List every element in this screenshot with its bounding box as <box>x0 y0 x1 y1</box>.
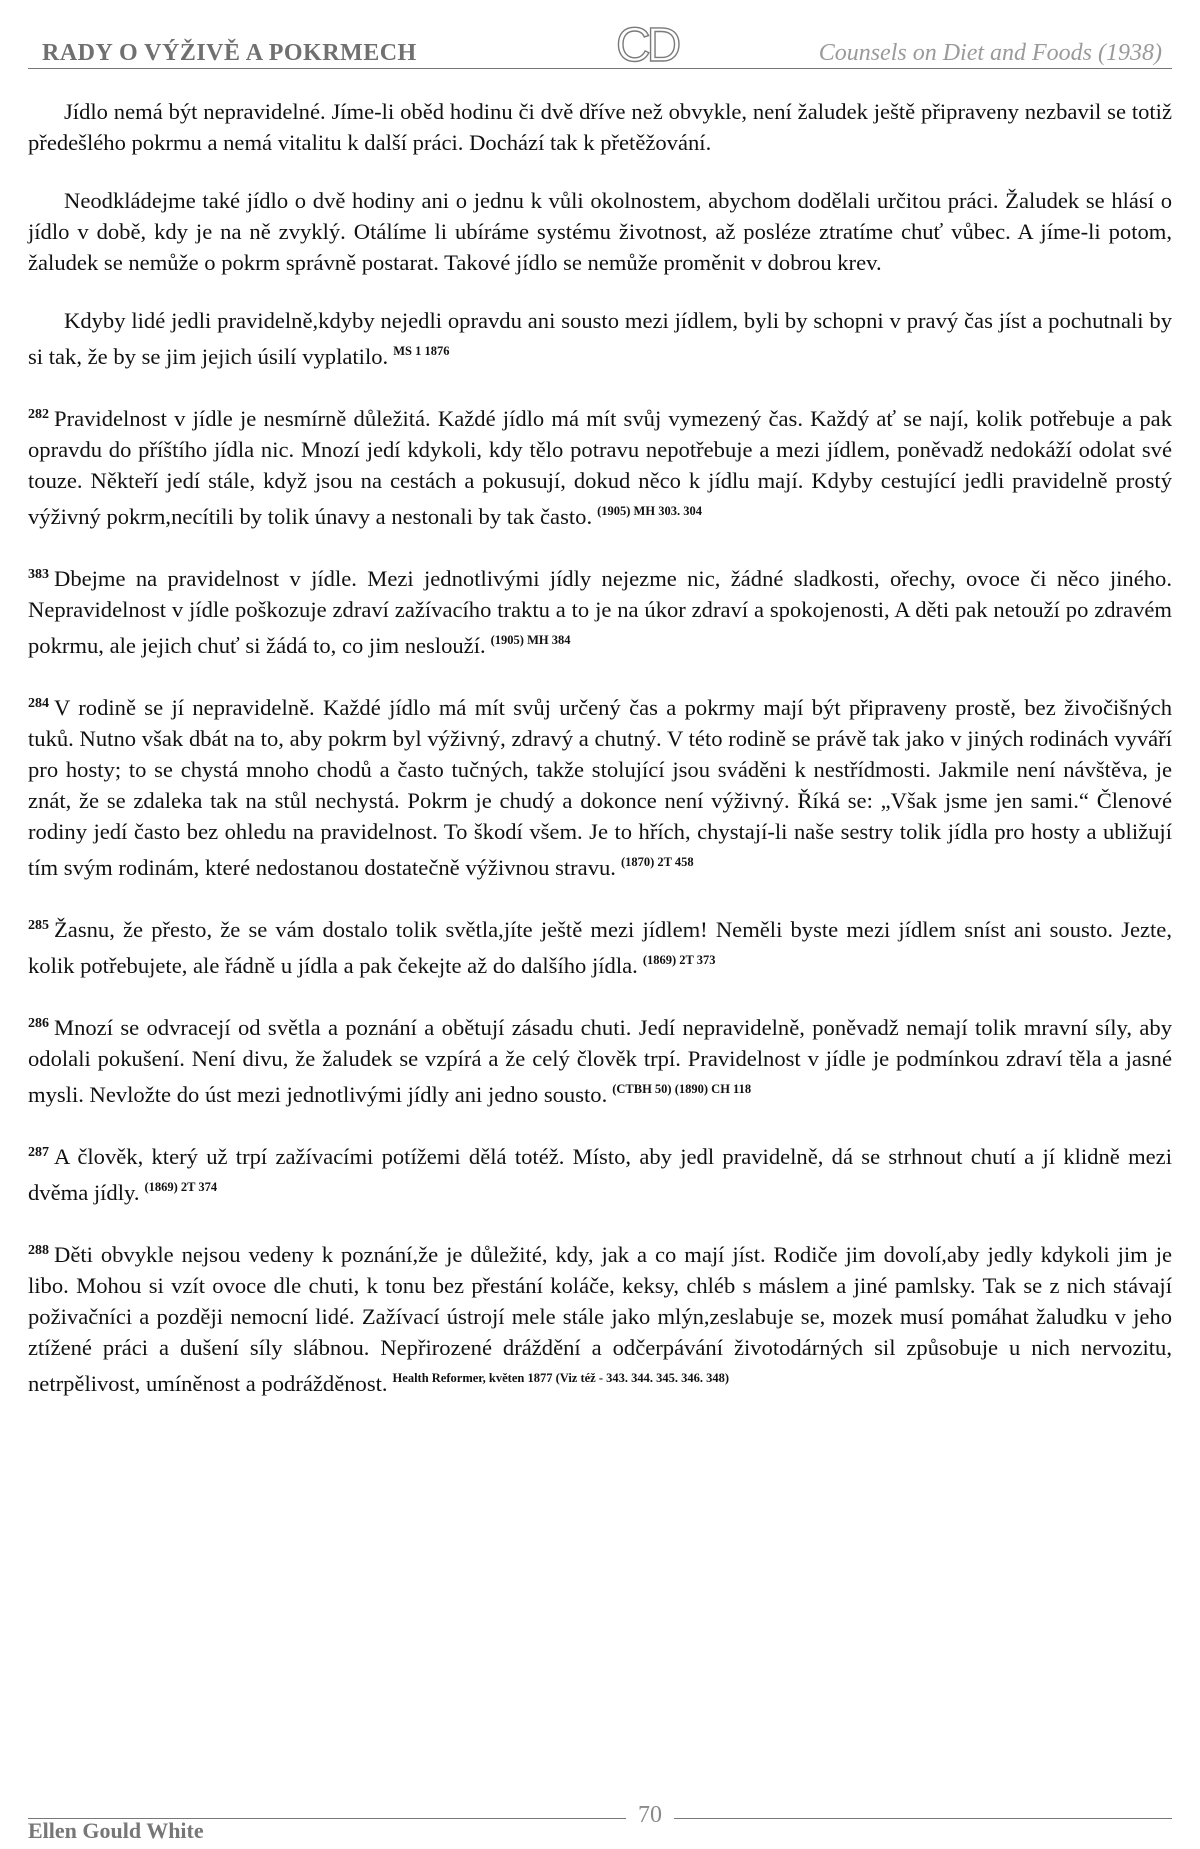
paragraph-1 <box>28 96 1172 158</box>
footer-author: Ellen Gould White <box>28 1818 204 1843</box>
source-reference: MS 1 1876 <box>393 344 450 358</box>
footer-divider-right <box>674 1818 1172 1819</box>
paragraph-383 <box>28 559 1172 661</box>
source-reference: (1869) 2T 374 <box>144 1180 218 1194</box>
source-reference: (1869) 2T 373 <box>642 953 716 967</box>
page-body <box>28 96 1172 1426</box>
paragraph-text: Dbejme na pravidelnost v jídle. Mezi jednotlivými jídly nejezme nic, žádné sladkosti, ořechy, ovoce či něco jiného. Nepravidelnost v jídle poškozuje zdraví zažívacího traktu a to je na úkor zdraví a spokojenosti, A děti pak netouží po zdravém pokrmu, ale jejich chuť si žádá to, co jim neslouží. <box>28 566 1172 658</box>
header-english-title: Counsels on Diet and Foods (1938) <box>818 40 1162 66</box>
paragraph-text: Jídlo nemá být nepravidelné. Jíme-li oběd hodinu či dvě dříve než obvykle, není žaludek ještě připraveny nezbavil se totiž předešlého pokrmu a nemá vitalitu k další práci. Dochází tak k přetěžování. <box>28 99 1172 155</box>
paragraph-number: 288 <box>28 1243 49 1258</box>
source-reference: Health Reformer, květen 1877 (Viz též - 343. 344. 345. 346. 348) <box>392 1371 730 1385</box>
paragraph-285 <box>28 910 1172 981</box>
header-book-title: RADY O VÝŽIVĚ A POKRMECH <box>42 40 417 66</box>
paragraph-text: Děti obvykle nejsou vedeny k poznání,že je důležité, kdy, jak a co mají jíst. Rodiče jim dovolí,aby jedly kdykoli jim je libo. Mohou si vzít ovoce dle chuti, k tonu bez přestání koláče, keksy, chléb s máslem a jiné pamlsky. Tak se z nich stávají poživačníci a později nemocní lidé. Zažívací ústrojí mele stále jako mlýn,zeslabuje se, mozek musí pomáhat žaludku v jeho ztížené práci a dušení síly slábnou. Nepřirozené dráždění a odčerpávání životodárných sil způsobuje u nich nervozitu, netrpělivost, umíněnost a podrážděnost. <box>28 1242 1172 1396</box>
paragraph-text: V rodině se jí nepravidelně. Každé jídlo má mít svůj určený čas a pokrmy mají být připraveny prostě, bez živočišných tuků. Nutno však dbát na to, aby pokrm byl výživný, zdravý a chutný. V této rodině se právě tak jako v jiných rodinách vyváří pro hosty; to se chystá mnoho chodů a často tučných, takže stolující jsou sváděni k nestřídmosti. Jakmile není návštěva, je znát, že se zdaleka tak na stůl nechystá. Pokrm je chudý a dokonce není výživný. Říká se: „Však jsme jen sami.“ Členové rodiny jedí často bez ohledu na pravidelnost. To škodí všem. Je to hřích, chystají-li naše sestry tolik jídla pro hosty a ubližují tím svým rodinám, které nedostanou dostatečně výživnou stravu. <box>28 695 1172 880</box>
paragraph-text: A člověk, který už trpí zažívacími potížemi dělá totéž. Místo, aby jedl pravidelně, dá se strhnout chutí a jí klidně mezi dvěma jídly. <box>28 1144 1172 1205</box>
paragraph-282 <box>28 399 1172 532</box>
paragraph-288 <box>28 1235 1172 1399</box>
header-divider <box>28 68 1172 69</box>
paragraph-text: Kdyby lidé jedli pravidelně,kdyby nejedli opravdu ani sousto mezi jídlem, byli by schopni v pravý čas jíst a pochutnali by si tak, že by se jim jejich úsilí vyplatilo. <box>28 308 1172 369</box>
paragraph-number: 286 <box>28 1016 49 1031</box>
paragraph-284 <box>28 688 1172 883</box>
paragraph-2 <box>28 185 1172 278</box>
paragraph-number: 383 <box>28 567 49 582</box>
paragraph-text: Neodkládejme také jídlo o dvě hodiny ani o jednu k vůli okolnostem, abychom dodělali určitou práci. Žaludek se hlásí o jídlo v době, kdy je na ně zvyklý. Otálíme li ubíráme systému životnost, až posléze ztratíme chuť vůbec. A jíme-li potom, žaludek se nemůže o pokrm správně postarat. Takové jídlo se nemůže proměnit v dobrou krev. <box>28 188 1172 275</box>
paragraph-number: 284 <box>28 696 49 711</box>
paragraph-text: Pravidelnost v jídle je nesmírně důležitá. Každé jídlo má mít svůj vymezený čas. Každý ať se nají, kolik potřebuje a pak opravdu do příštího jídla nic. Mnozí jedí kdykoli, kdy tělo potravu nepotřebuje a mezi jídlem, poněvadž nedokáží odolat své touze. Někteří jedí stále, když jsou na cestách a pokusují, dokud něco k jídlu mají. Kdyby cestující jedli pravidelně prostý výživný pokrm,necítili by tolik únavy a nestonali by tak často. <box>28 406 1172 529</box>
source-reference: (CTBH 50) (1890) CH 118 <box>612 1082 752 1096</box>
source-reference: (1905) MH 303. 304 <box>597 504 702 518</box>
paragraph-number: 285 <box>28 918 49 933</box>
page-header <box>38 18 1162 72</box>
paragraph-286 <box>28 1008 1172 1110</box>
page-number: 70 <box>638 1802 662 1828</box>
paragraph-number: 282 <box>28 407 49 422</box>
paragraph-text: Žasnu, že přesto, že se vám dostalo tolik světla,jíte ještě mezi jídlem! Neměli byste mezi jídlem sníst ani sousto. Jezte, kolik potřebujete, ale řádně u jídla a pak čekejte až do dalšího jídla. <box>28 917 1172 978</box>
paragraph-text: Mnozí se odvracejí od světla a poznání a obětují zásadu chuti. Jedí nepravidelně, poněvadž nemají tolik mravní síly, aby odolali pokušení. Není divu, že žaludek se vzpírá a že celý člověk trpí. Pravidelnost v jídle je podmínkou zdraví těla a jasné mysli. Nevložte do úst mezi jednotlivými jídly ani jedno sousto. <box>28 1015 1172 1107</box>
paragraph-3 <box>28 305 1172 372</box>
paragraph-287 <box>28 1137 1172 1208</box>
source-reference: (1905) MH 384 <box>490 633 571 647</box>
header-logo: CD <box>616 19 678 72</box>
source-reference: (1870) 2T 458 <box>620 855 694 869</box>
paragraph-number: 287 <box>28 1145 49 1160</box>
